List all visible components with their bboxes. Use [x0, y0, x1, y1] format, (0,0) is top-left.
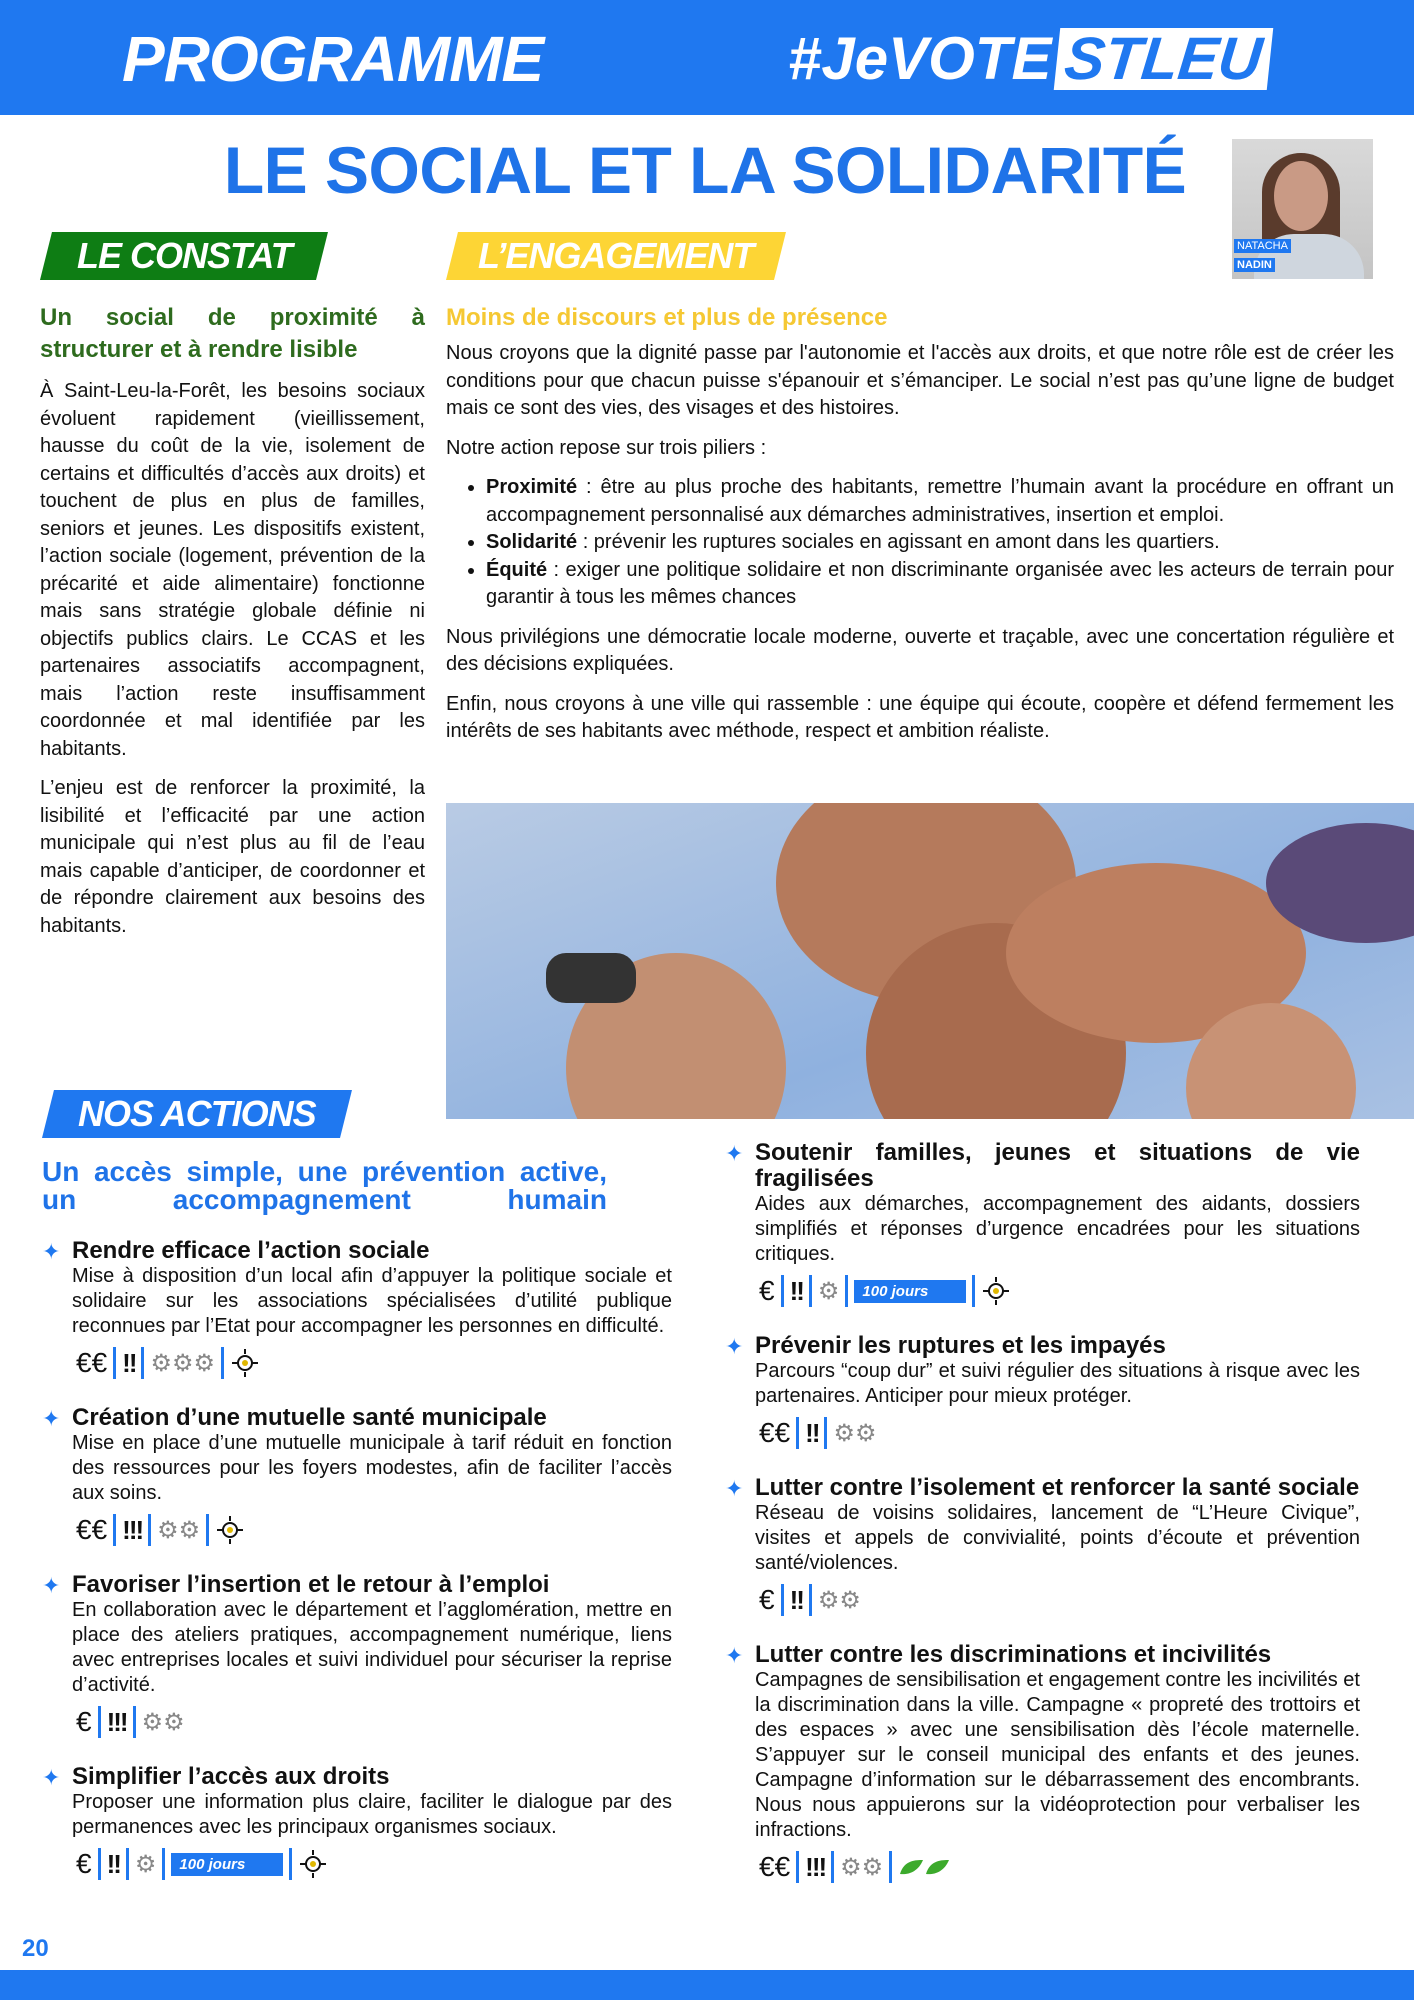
action-title: Simplifier l’accès aux droits	[72, 1763, 390, 1790]
action-item	[725, 1642, 1360, 1885]
target-icon	[298, 1849, 328, 1879]
engagement-badge	[446, 232, 786, 280]
gear-icon: ⚙⚙	[141, 1708, 185, 1736]
pillar-text: : être au plus proche des habitants, remettre l’humain avant la procédure en offrant un accompagnement personnalisé aux démarches administratives, insertion et emploi.	[486, 476, 1394, 526]
gear-icon: ⚙⚙	[817, 1586, 861, 1614]
engagement-subtitle: Moins de discours et plus de présence	[446, 304, 888, 331]
pillar-text: : exiger une politique solidaire et non discriminante organisée avec les acteurs de terrain pour garantir à tous les mêmes chances	[486, 558, 1394, 608]
pillar-item	[486, 474, 1394, 529]
action-item	[42, 1238, 672, 1381]
divider	[141, 1347, 144, 1379]
cost-indicator: €€	[759, 1851, 791, 1882]
priority-indicator: !!	[789, 1275, 803, 1306]
action-item	[42, 1405, 672, 1548]
action-item	[42, 1572, 672, 1740]
campaign-hashtag	[788, 24, 1270, 93]
cost-indicator: €€	[759, 1417, 791, 1448]
actions-badge-label: NOS ACTIONS	[78, 1093, 316, 1134]
divider	[126, 1848, 129, 1880]
priority-indicator: !!!	[106, 1706, 127, 1737]
engagement-paragraph: Notre action repose sur trois piliers :	[446, 436, 767, 459]
action-description: Parcours “coup dur” et suivi régulier des situations à risque avec les partenaires. Anticiper pour mieux protéger.	[755, 1360, 1360, 1407]
action-indicators	[72, 1846, 672, 1882]
action-title: Prévenir les ruptures et les impayés	[755, 1332, 1166, 1359]
divider	[98, 1706, 101, 1738]
action-title: Favoriser l’insertion et le retour à l’emploi	[72, 1571, 550, 1598]
cost-indicator: €	[76, 1848, 92, 1879]
target-icon	[981, 1276, 1011, 1306]
constat-badge	[40, 232, 328, 280]
divider	[809, 1275, 812, 1307]
actions-left-column	[42, 1238, 672, 1906]
sparkle-icon: ✦	[725, 1334, 744, 1359]
priority-indicator: !!!	[805, 1851, 826, 1882]
divider	[809, 1584, 812, 1616]
100-days-badge: 100 jours	[854, 1280, 966, 1303]
hands-together-photo	[446, 803, 1414, 1119]
cost-indicator: €	[76, 1706, 92, 1737]
divider	[824, 1417, 827, 1449]
divider	[133, 1706, 136, 1738]
sparkle-icon: ✦	[42, 1573, 61, 1598]
constat-subtitle: Un social de proximité à structurer et à rendre lisible	[40, 304, 425, 363]
divider	[796, 1851, 799, 1883]
portrait-photo	[1232, 139, 1373, 279]
action-title: Lutter contre l’isolement et renforcer la santé sociale	[755, 1474, 1360, 1501]
header-programme: PROGRAMME	[122, 23, 544, 95]
divider	[845, 1275, 848, 1307]
gear-icon: ⚙⚙⚙	[150, 1349, 216, 1377]
engagement-paragraph: Nous croyons que la dignité passe par l'autonomie et l'accès aux droits, et que notre rôle est de créer les conditions pour que chacun puisse s'épanouir et s’émanciper. Le social n’est pas qu’une ligne de budget mais ce sont des vies, des visages et des histoires.	[446, 342, 1394, 419]
cost-indicator: €€	[76, 1347, 108, 1378]
actions-right-column	[725, 1140, 1360, 1909]
action-item	[42, 1764, 672, 1882]
action-description: Réseau de voisins solidaires, lancement de “L’Heure Civique”, visites et appels de convivialité, points d’écoute et prévention santé/violences.	[755, 1502, 1360, 1574]
action-item	[725, 1475, 1360, 1618]
footer-bar	[0, 1970, 1414, 2000]
divider	[781, 1584, 784, 1616]
divider	[221, 1347, 224, 1379]
leaf-icon	[898, 1858, 924, 1876]
cost-indicator: €	[759, 1275, 775, 1306]
action-indicators	[755, 1415, 1360, 1451]
priority-indicator: !!	[789, 1584, 803, 1615]
engagement-section	[446, 302, 1394, 758]
target-icon	[230, 1348, 260, 1378]
pillar-term: Proximité	[486, 476, 578, 498]
action-title: Rendre efficace l’action sociale	[72, 1237, 430, 1264]
page-number: 20	[22, 1935, 49, 1962]
priority-indicator: !!!	[122, 1514, 143, 1545]
priority-indicator: !!	[106, 1848, 120, 1879]
divider	[972, 1275, 975, 1307]
engagement-badge-label: L’ENGAGEMENT	[478, 235, 754, 276]
100-days-badge: 100 jours	[171, 1853, 283, 1876]
page-title: LE SOCIAL ET LA SOLIDARITÉ	[223, 133, 1187, 207]
sparkle-icon: ✦	[725, 1476, 744, 1501]
person-first-name: NATACHA	[1234, 239, 1291, 253]
pillars-list	[486, 474, 1394, 612]
person-last-name: NADIN	[1234, 258, 1275, 272]
pillar-item	[486, 557, 1394, 612]
divider	[289, 1848, 292, 1880]
divider	[162, 1848, 165, 1880]
constat-section	[40, 302, 425, 952]
action-indicators	[72, 1345, 672, 1381]
action-indicators	[755, 1582, 1360, 1618]
sparkle-icon: ✦	[42, 1765, 61, 1790]
divider	[206, 1514, 209, 1546]
cost-indicator: €	[759, 1584, 775, 1615]
action-description: Proposer une information plus claire, faciliter le dialogue par des permanences avec les principaux organismes sociaux.	[72, 1791, 672, 1838]
action-title: Création d’une mutuelle santé municipale	[72, 1404, 547, 1431]
target-icon	[215, 1515, 245, 1545]
hashtag-text: #JeVOTE	[788, 25, 1052, 92]
action-item	[725, 1140, 1360, 1309]
action-indicators	[72, 1704, 672, 1740]
divider	[113, 1347, 116, 1379]
priority-indicator: !!	[122, 1347, 136, 1378]
action-indicators	[72, 1512, 672, 1548]
hashtag-box: STLEU	[1054, 28, 1273, 90]
cost-indicator: €€	[76, 1514, 108, 1545]
leaf-icon	[924, 1858, 950, 1876]
sparkle-icon: ✦	[42, 1239, 61, 1264]
divider	[796, 1417, 799, 1449]
sparkle-icon: ✦	[725, 1643, 744, 1668]
divider	[148, 1514, 151, 1546]
actions-subtitle: Un accès simple, une prévention active, un accompagnement humain	[42, 1156, 607, 1215]
constat-paragraph: À Saint-Leu-la-Forêt, les besoins sociaux évoluent rapidement (vieillissement, hausse du coût de la vie, isolement de certains et difficultés d’accès aux droits) et touchent de plus en plus de familles, seniors et jeunes. Les dispositifs existent, l’action sociale (logement, prévention de la précarité et aide alimentaire) fonctionne mais sans stratégie globale définie ni objectifs publics clairs. Le CCAS et les partenaires associatifs accompagnent, mais l’action reste insuffisamment coordonnée et mal identifiée par les habitants.	[40, 380, 425, 760]
gear-icon: ⚙⚙	[157, 1516, 201, 1544]
action-description: Aides aux démarches, accompagnement des aidants, dossiers simplifiés et réponses d’urgence encadrées pour les situations critiques.	[755, 1193, 1360, 1265]
engagement-paragraph: Enfin, nous croyons à une ville qui rassemble : une équipe qui écoute, coopère et défend fermement les intérêts de ses habitants avec méthode, respect et ambition réaliste.	[446, 692, 1394, 742]
pillar-text: : prévenir les ruptures sociales en agissant en amont dans les quartiers.	[577, 531, 1220, 553]
action-description: Mise à disposition d’un local afin d’appuyer la politique sociale et solidaire sur les associations spécialisées d’utilité publique reconnues par l’Etat pour accompagner les personnes en difficulté.	[72, 1265, 672, 1337]
pillar-item	[486, 529, 1394, 557]
constat-paragraph: L’enjeu est de renforcer la proximité, la lisibilité et l’efficacité par une action municipale qui n’est plus au fil de l’eau mais capable d’anticiper, de coordonner et de répondre clairement aux besoins des habitants.	[40, 777, 425, 937]
gear-icon: ⚙	[817, 1277, 840, 1305]
action-title: Lutter contre les discriminations et incivilités	[755, 1641, 1272, 1668]
pillar-term: Solidarité	[486, 531, 578, 553]
divider	[889, 1851, 892, 1883]
action-indicators	[755, 1849, 1360, 1885]
action-title: Soutenir familles, jeunes et situations de vie fragilisées	[755, 1139, 1360, 1192]
action-description: Mise en place d’une mutuelle municipale à tarif réduit en fonction des ressources pour les foyers modestes, afin de faciliter l’accès aux soins.	[72, 1432, 672, 1504]
action-indicators	[755, 1273, 1360, 1309]
action-item	[725, 1333, 1360, 1451]
divider	[113, 1514, 116, 1546]
divider	[781, 1275, 784, 1307]
sparkle-icon: ✦	[42, 1406, 61, 1431]
divider	[831, 1851, 834, 1883]
constat-badge-label: LE CONSTAT	[76, 235, 292, 276]
gear-icon: ⚙⚙	[840, 1853, 884, 1881]
gear-icon: ⚙	[134, 1850, 157, 1878]
action-description: En collaboration avec le département et l’agglomération, mettre en place des ateliers pratiques, accompagnement numérique, liens avec entreprises locales et suivi individuel pour sécuriser la reprise d’activité.	[72, 1599, 672, 1696]
actions-badge	[42, 1090, 352, 1138]
pillar-term: Équité	[486, 558, 548, 581]
sparkle-icon: ✦	[725, 1141, 744, 1166]
divider	[98, 1848, 101, 1880]
action-description: Campagnes de sensibilisation et engagement contre les incivilités et la discrimination dans la ville. Campagne « propreté des trottoirs et des espaces » avec une sensibilisation dès l’école maternelle. S’appuyer sur le conseil municipal des enfants et des jeunes. Campagne d’information sur le débarrassement des encombrants. Nous nous appuierons sur la vidéoprotection pour verbaliser les infractions.	[755, 1669, 1360, 1841]
gear-icon: ⚙⚙	[833, 1419, 877, 1447]
engagement-paragraph: Nous privilégions une démocratie locale moderne, ouverte et traçable, avec une concertation régulière et des décisions expliquées.	[446, 625, 1394, 675]
priority-indicator: !!	[805, 1417, 819, 1448]
